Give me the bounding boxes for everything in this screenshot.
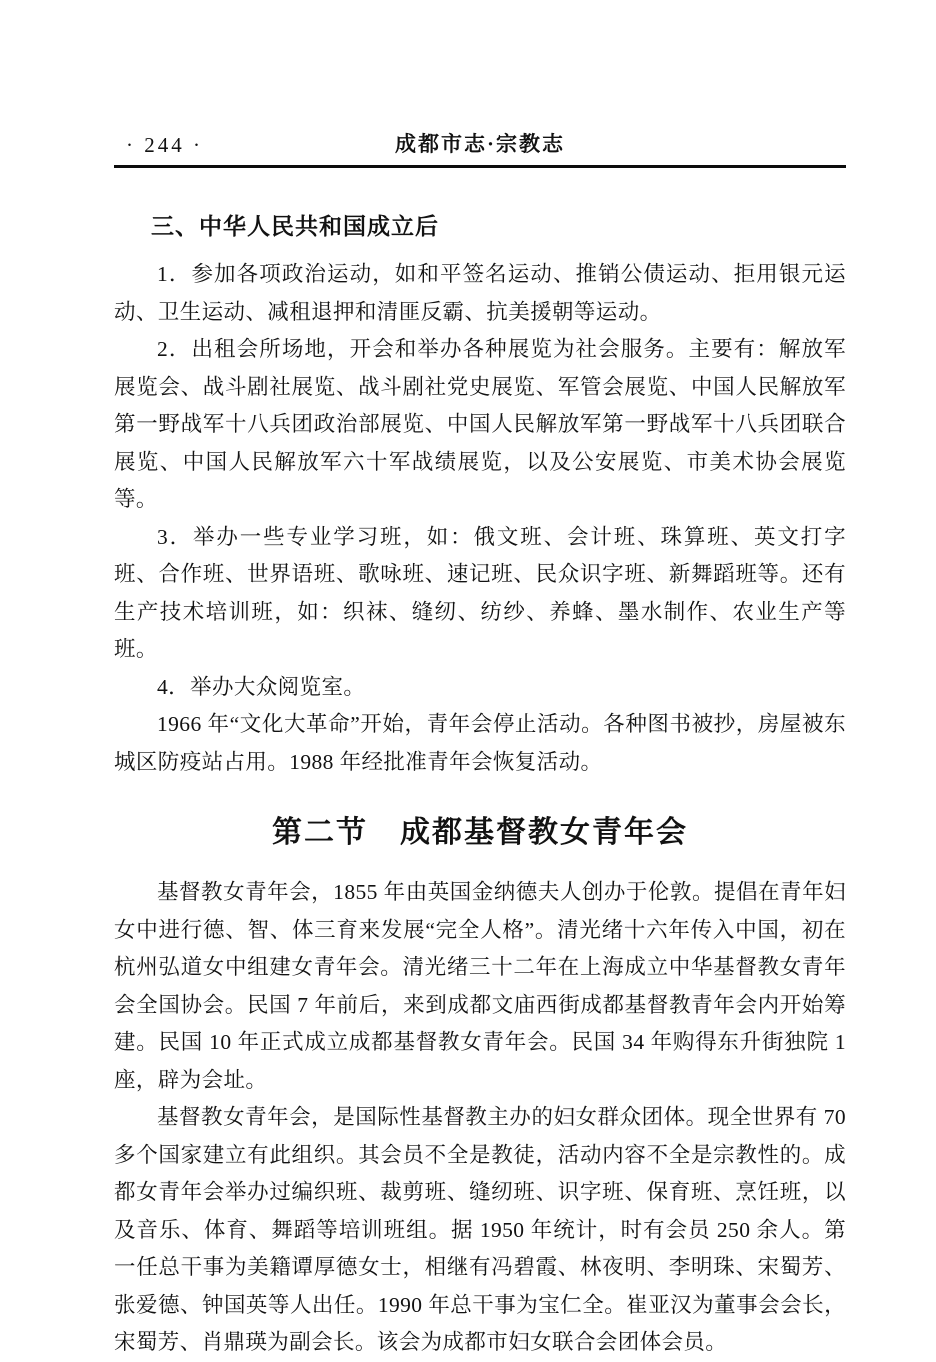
paragraph-study-classes: 3．举办一些专业学习班，如：俄文班、会计班、珠算班、英文打字班、合作班、世界语班、歌咏班、速记班、民众识字班、新舞蹈班等。还有生产技术培训班，如：织袜、缝纫、纺纱、养蜂、墨水制作、农业生产等班。 <box>114 524 846 661</box>
section-title: 第二节 成都基督教女青年会 <box>272 816 688 849</box>
section2-body <box>114 874 846 1362</box>
paragraph-ywca-history: 基督教女青年会，1855 年由英国金纳德夫人创办于伦敦。提倡在青年妇女中进行德、智、体三育来发展“完全人格”。清光绪十六年传入中国，初在杭州弘道女中组建女青年会。清光绪三十二年在上海成立中华基督教女青年会全国协会。民国 7 年前后，来到成都文庙西街成都基督教青年会内开始筹建。民国 10 年正式成立成都基督教女青年会。民国 34 年购得东升街独院 1 座，辟为会址。 <box>114 880 846 1092</box>
subsection-heading: 三、中华人民共和国成立后 <box>151 213 439 239</box>
paragraph-ywca-organization: 基督教女青年会，是国际性基督教主办的妇女群众团体。现全世界有 70 多个国家建立有此组织。其会员不全是教徒，活动内容不全是宗教性的。成都女青年会举办过编织班、裁剪班、缝纫班、识字班、保育班、烹饪班，以及音乐、体育、舞蹈等培训班组。据 1950 年统计，时有会员 250 余人。第一任总干事为美籍谭厚德女士，相继有冯碧霞、林夜明、李明珠、宋蜀芳、张爱德、钟国英等人出任。1990 年总干事为宝仁全。崔亚汉为董事会会长，宋蜀芳、肖鼎瑛为副会长。该会为成都市妇女联合会团体会员。 <box>114 1105 846 1354</box>
section1-body <box>114 256 846 781</box>
page-number: · 244 · <box>126 133 203 157</box>
header-rule <box>114 165 846 168</box>
paragraph-political-movements: 1．参加各项政治运动，如和平签名运动、推销公债运动、拒用银元运动、卫生运动、减租退押和清匪反霸、抗美援朝等运动。 <box>114 262 846 324</box>
paragraph-reading-room: 4．举办大众阅览室。 <box>157 674 366 699</box>
book-title: 成都市志·宗教志 <box>394 132 565 156</box>
paragraph-venue-exhibitions: 2．出租会所场地，开会和举办各种展览为社会服务。主要有：解放军展览会、战斗剧社展览、战斗剧社党史展览、军管会展览、中国人民解放军第一野战军十八兵团政治部展览、中国人民解放军第一野战军十八兵团联合展览、中国人民解放军六十军战绩展览，以及公安展览、市美术协会展览等。 <box>114 337 846 511</box>
page-header <box>114 128 846 160</box>
paragraph-1966-1988: 1966 年“文化大革命”开始，青年会停止活动。各种图书被抄，房屋被东城区防疫站占用。1988 年经批准青年会恢复活动。 <box>114 712 846 774</box>
